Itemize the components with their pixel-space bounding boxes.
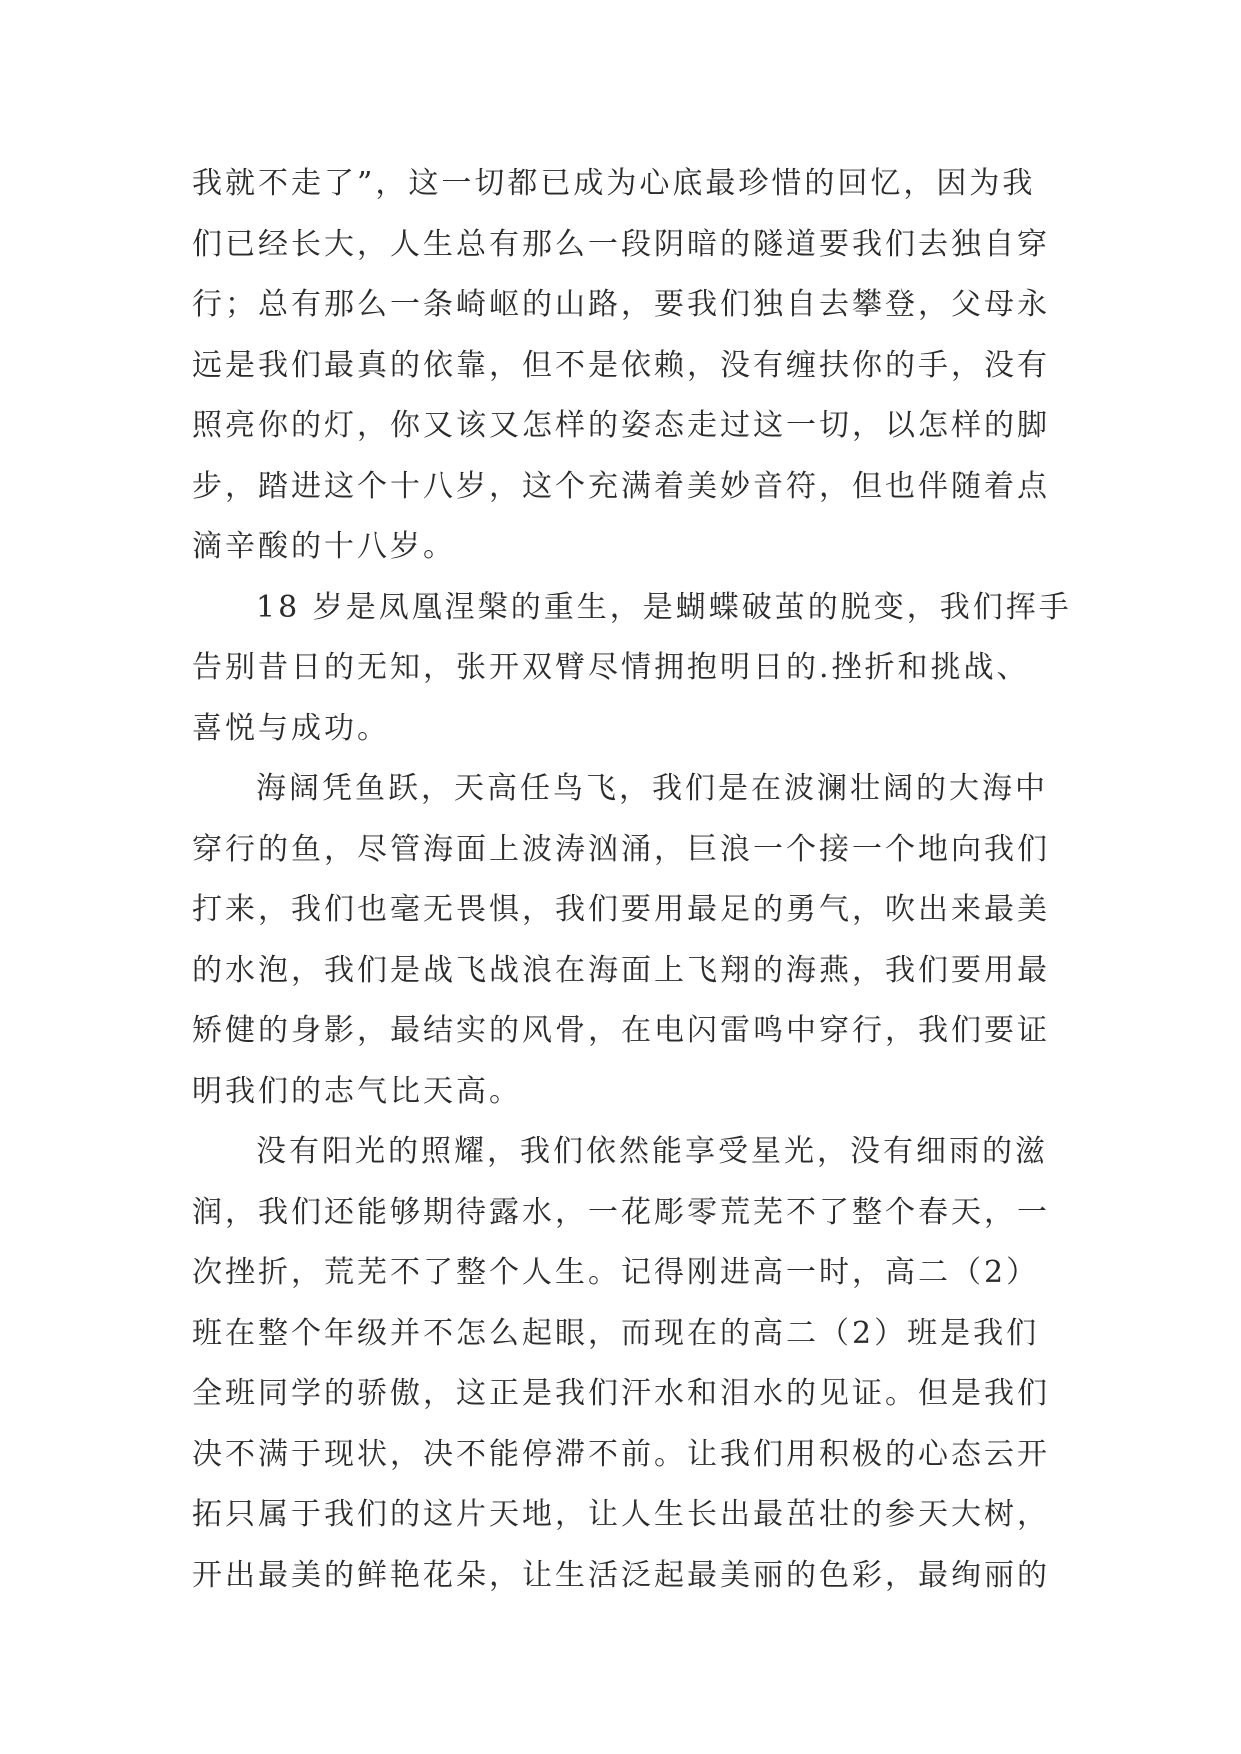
text-line: 穿行的鱼，尽管海面上波涛汹涌，巨浪一个接一个地向我们 [192,831,1050,867]
text-line: 润，我们还能够期待露水，一花彫零荒芜不了整个春天，一 [192,1194,1050,1230]
paragraph-first-line: 没有阳光的照耀，我们依然能享受星光，没有细雨的滋 [256,1134,1048,1169]
text-line: 行；总有那么一条崎岖的山路，要我们独自去攀登，父母永 [192,287,1050,322]
text-line: 远是我们最真的依靠，但不是依赖，没有缠扶你的手，没有 [192,347,1050,383]
text-line: 步，踏进这个十八岁，这个充满着美妙音符，但也伴随着点 [192,468,1050,504]
text-line: 班在整个年级并不怎么起眼，而现在的高二（2）班是我们 [192,1315,1040,1351]
text-line: 矫健的身影，最结实的风骨，在电闪雷鸣中穿行，我们要证 [192,1013,1050,1048]
body-text [192,160,1072,1612]
text-line: 我就不走了”，这一切都已成为心底最珍惜的回忆，因为我 [192,166,1036,201]
text-line: 全班同学的骄傲，这正是我们汗水和泪水的见证。但是我们 [192,1376,1050,1411]
text-line: 开出最美的鲜艳花朵，让生活泛起最美丽的色彩，最绚丽的 [192,1557,1050,1593]
text-line: 拓只属于我们的这片天地，让人生长出最茁壮的参天大树， [192,1497,1050,1532]
text-line: 们已经长大，人生总有那么一段阴暗的隧道要我们去独自穿 [192,226,1050,262]
text-line: 的水泡，我们是战飞战浪在海面上飞翔的海燕，我们要用最 [192,952,1050,988]
text-line: 次挫折，荒芜不了整个人生。记得刚进高一时，高二（2） [192,1255,1040,1290]
text-line: 照亮你的灯，你又该又怎样的姿态走过这一切，以怎样的脚 [192,408,1050,443]
text-line: 喜悦与成功。 [192,710,390,746]
text-line: 告别昔日的无知，张开双臂尽情拥抱明日的.挫折和挑战、 [192,650,1030,685]
text-line: 明我们的志气比天高。 [192,1073,522,1109]
text-line: 决不满于现状，决不能停滞不前。让我们用积极的心态云开 [192,1436,1050,1472]
text-line: 打来，我们也毫无畏惧，我们要用最足的勇气，吹出来最美 [192,892,1050,927]
paragraph-first-line: 18 岁是凤凰涅槃的重生，是蝴蝶破茧的脱变，我们挥手 [256,589,1072,625]
paragraph-first-line: 海阔凭鱼跃，天高任鸟飞，我们是在波澜壮阔的大海中 [256,771,1048,806]
text-line: 滴辛酸的十八岁。 [192,529,456,564]
